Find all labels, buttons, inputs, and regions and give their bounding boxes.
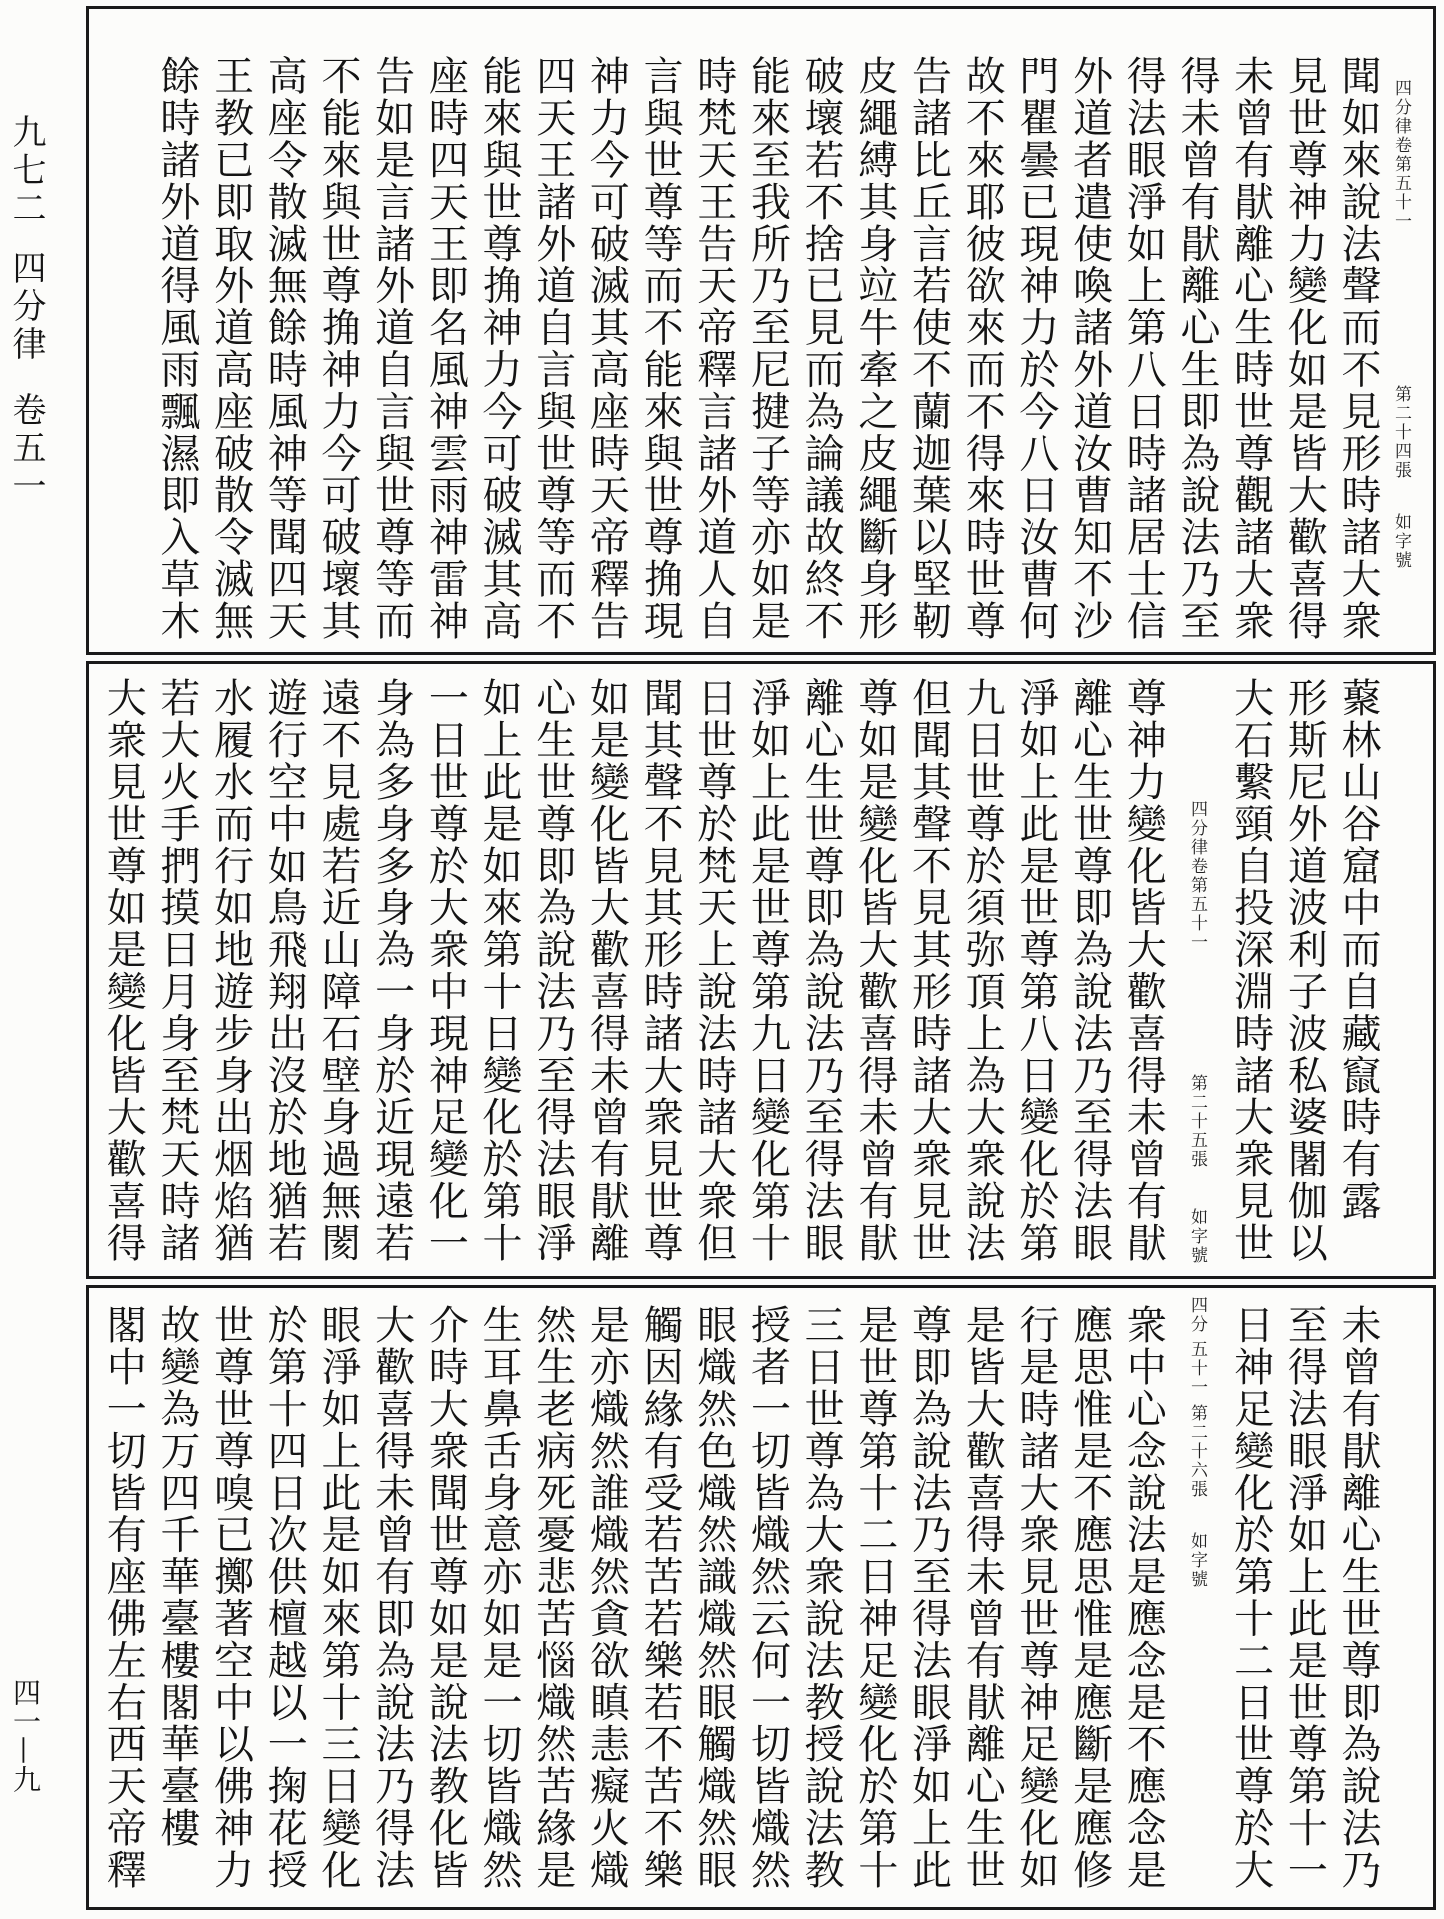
text-column: 日神足變化於第十二日世尊於大 bbox=[1227, 1304, 1274, 1891]
text-column: 告如是言諸外道自言與世尊等而 bbox=[368, 55, 415, 642]
text-column: 淨如上此是世尊第九日變化第十 bbox=[744, 677, 791, 1264]
text-column: 是世尊第十二日神足變化於第十 bbox=[851, 1304, 898, 1891]
text-column: 座時四天王即名風神雲雨神雷神 bbox=[422, 55, 469, 642]
register-top bbox=[86, 6, 1436, 655]
text-column: 門瞿曇已現神力於今八日汝曹何 bbox=[1012, 55, 1059, 642]
text-column: 藂林山谷窟中而自藏竄時有露 bbox=[1335, 677, 1381, 1222]
text-columns bbox=[102, 677, 1379, 1267]
text-column: 外道者遣使喚諸外道汝曹知不沙 bbox=[1066, 55, 1113, 642]
block-note-sheet: 第二十五張 bbox=[1186, 1074, 1207, 1169]
text-column: 應思惟是不應思惟是應斷是應修 bbox=[1066, 1304, 1113, 1891]
text-column: 行是時諸大衆見世尊神足變化如 bbox=[1012, 1304, 1059, 1891]
text-column: 大歡喜得未曾有即為說法乃得法 bbox=[368, 1304, 415, 1891]
text-column: 觸因緣有受若苦若樂若不苦不樂 bbox=[637, 1304, 684, 1891]
text-column: 閣中一切皆有座佛左右西天帝釋 bbox=[100, 1304, 147, 1891]
text-column: 告諸比丘言若使不蘭迦葉以堅靭 bbox=[905, 55, 952, 642]
text-column: 生耳鼻舌身意亦如是一切皆熾然 bbox=[476, 1304, 522, 1891]
text-column: 一日世尊於大衆中現神足變化一 bbox=[422, 677, 469, 1264]
block-note-mark: 如字號 bbox=[1391, 513, 1411, 570]
text-column: 遠不見處若近山障石壁身過無閡 bbox=[314, 677, 361, 1264]
text-column: 日世尊於梵天上說法時諸大衆但 bbox=[690, 677, 737, 1264]
text-column: 尊神力變化皆大歡喜得未曾有猒 bbox=[1120, 677, 1167, 1264]
text-column: 大石繫頸自投深淵時諸大衆見世 bbox=[1227, 677, 1274, 1264]
text-column: 尊如是變化皆大歡喜得未曾有猒 bbox=[851, 677, 898, 1264]
block-note-title: 四分 bbox=[1186, 1296, 1207, 1334]
text-column: 身為多身多身為一身於近現遠若 bbox=[368, 677, 415, 1264]
text-column: 故變為万四千華臺樓閣華臺樓 bbox=[153, 1304, 200, 1849]
register-bottom bbox=[86, 1285, 1436, 1910]
fascicle-number: 卷五一 bbox=[6, 392, 46, 506]
text-column: 遊行空中如鳥飛翔出沒於地猶若 bbox=[261, 677, 308, 1264]
text-title: 四分律 bbox=[6, 250, 46, 364]
block-note bbox=[1391, 9, 1411, 652]
volume-number: 九七二 bbox=[6, 114, 46, 228]
text-column: 聞如來說法聲而不見形時諸大衆 bbox=[1335, 55, 1381, 642]
text-column: 言與世尊等而不能來與世尊捔現 bbox=[637, 55, 684, 642]
text-column: 如是變化皆大歡喜得未曾有猒離 bbox=[583, 677, 630, 1264]
text-column: 皮繩縛其身竝牛牽之皮繩斷身形 bbox=[851, 55, 898, 642]
text-column: 尊即為說法乃至得法眼淨如上此 bbox=[905, 1304, 952, 1891]
text-column: 故不來耶彼欲來而不得來時世尊 bbox=[959, 55, 1006, 642]
text-column: 不能來與世尊捔神力今可破壞其 bbox=[314, 55, 361, 642]
text-column: 得未曾有猒離心生即為說法乃至 bbox=[1173, 55, 1220, 642]
text-column: 得法眼淨如上第八日時諸居士信 bbox=[1120, 55, 1167, 642]
block-note bbox=[1176, 1296, 1218, 1894]
text-column: 四天王諸外道自言與世尊等而不 bbox=[529, 55, 576, 642]
text-column: 如上此是如來第十日變化於第十 bbox=[476, 677, 522, 1264]
block-note-title: 四分律卷第五十一 bbox=[1186, 800, 1207, 952]
register-middle bbox=[86, 661, 1436, 1279]
block-note-fascicle: 五十一 bbox=[1186, 1340, 1207, 1397]
text-column: 授者一切皆熾然云何一切皆熾然 bbox=[744, 1304, 791, 1891]
text-column: 至得法眼淨如上此是世尊第十一 bbox=[1281, 1304, 1328, 1891]
text-column: 未曾有猒離心生世尊即為說法乃 bbox=[1335, 1304, 1381, 1891]
text-column: 衆中心念說法是應念是不應念是 bbox=[1120, 1304, 1167, 1891]
text-column: 見世尊神力變化如是皆大歡喜得 bbox=[1281, 55, 1328, 642]
text-column: 介時大衆聞世尊如是說法教化皆 bbox=[422, 1304, 469, 1891]
block-note-title: 四分律卷第五十一 bbox=[1391, 79, 1411, 231]
text-column: 離心生世尊即為說法乃至得法眼 bbox=[798, 677, 845, 1264]
text-column: 水履水而行如地遊步身出烟焰猶 bbox=[207, 677, 254, 1264]
text-column: 九日世尊於須弥頂上為大衆說法 bbox=[959, 677, 1006, 1264]
text-column: 但聞其聲不見其形時諸大衆見世 bbox=[905, 677, 952, 1264]
text-column: 破壞若不捨已見而為論議故終不 bbox=[798, 55, 845, 642]
text-column: 大衆見世尊如是變化皆大歡喜得 bbox=[100, 677, 147, 1264]
text-column: 形斯尼外道波利子波私婆闍伽以 bbox=[1281, 677, 1328, 1264]
text-column: 餘時諸外道得風雨飄濕即入草木 bbox=[153, 55, 200, 642]
text-columns bbox=[100, 1296, 1381, 1894]
block-note bbox=[1176, 677, 1218, 1267]
text-column: 世尊世尊嗅已擲著空中以佛神力 bbox=[207, 1304, 254, 1891]
text-column: 於第十四日次供檀越以一掬花授 bbox=[261, 1304, 308, 1891]
text-column: 王教已即取外道高座破散令滅無 bbox=[207, 55, 254, 642]
text-column: 淨如上此是世尊第八日變化於第 bbox=[1012, 677, 1059, 1264]
block-note-sheet: 第二十六張 bbox=[1186, 1404, 1207, 1499]
text-column: 能來與世尊捔神力今可破滅其高 bbox=[476, 55, 522, 642]
text-column: 聞其聲不見其形時諸大衆見世尊 bbox=[637, 677, 684, 1264]
block-note-mark: 如字號 bbox=[1186, 1208, 1207, 1265]
text-column: 高座令散滅無餘時風神等聞四天 bbox=[261, 55, 308, 642]
text-column: 是皆大歡喜得未曾有猒離心生世 bbox=[959, 1304, 1006, 1891]
text-column: 是亦熾然誰熾然貪欲瞋恚癡火熾 bbox=[583, 1304, 630, 1891]
text-column: 眼熾然色熾然識熾然眼觸熾然眼 bbox=[690, 1304, 737, 1891]
text-column: 時梵天王告天帝釋言諸外道人自 bbox=[690, 55, 737, 642]
text-column: 未曾有猒離心生時世尊觀諸大衆 bbox=[1227, 55, 1274, 642]
page-number: 四一—九 bbox=[9, 1678, 42, 1794]
text-column: 眼淨如上此是如來第十三日變化 bbox=[314, 1304, 361, 1891]
text-columns bbox=[153, 55, 1381, 642]
text-column: 心生世尊即為說法乃至得法眼淨 bbox=[529, 677, 576, 1264]
text-column: 神力今可破滅其高座時天帝釋告 bbox=[583, 55, 630, 642]
text-column: 然生老病死憂悲苦惱熾然苦緣是 bbox=[529, 1304, 576, 1891]
text-column: 離心生世尊即為說法乃至得法眼 bbox=[1066, 677, 1113, 1264]
block-note-sheet: 第二十四張 bbox=[1391, 385, 1411, 480]
block-note-mark: 如字號 bbox=[1186, 1532, 1207, 1589]
text-column: 三日世尊為大衆說法教授說法教 bbox=[798, 1304, 845, 1891]
text-column: 能來至我所乃至尼揵子等亦如是 bbox=[744, 55, 791, 642]
text-column: 若大火手捫摸日月身至梵天時諸 bbox=[153, 677, 200, 1264]
